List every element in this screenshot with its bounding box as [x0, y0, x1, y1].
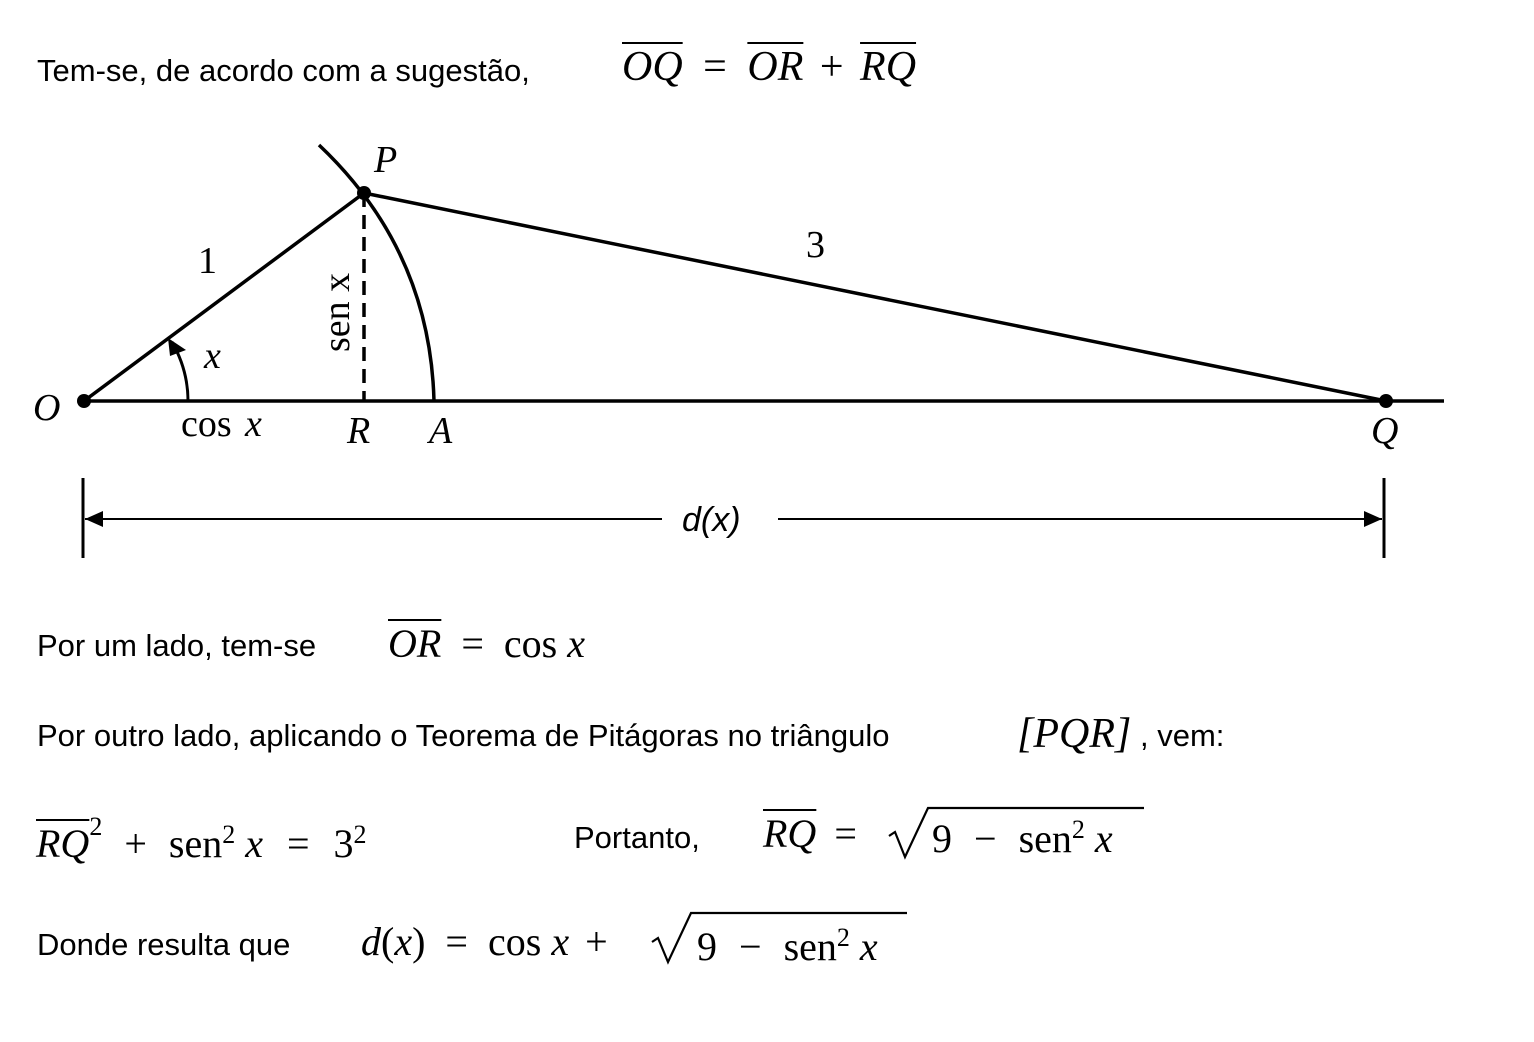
point-q	[1379, 394, 1393, 408]
sqrt-content-2	[697, 925, 878, 967]
var-x-6: x	[394, 919, 413, 964]
plus-sign-4: +	[124, 821, 147, 866]
line3-suffix: , vem:	[1140, 718, 1225, 753]
func-d: d	[361, 919, 381, 964]
segment-oq: $\overline{OQ}$	[622, 44, 683, 90]
nine: 9	[932, 816, 952, 861]
three: 3	[333, 821, 354, 866]
label-q: Q	[1371, 410, 1399, 452]
segment-or: $\overline{OR}$	[747, 44, 804, 90]
label-a: A	[429, 410, 453, 452]
var-x-5: x	[1094, 816, 1113, 861]
label-angle-x: x	[204, 335, 221, 377]
line3-text: Por outro lado, aplicando o Teorema de Pitágoras no triângulo	[37, 718, 890, 753]
label-three: 3	[806, 224, 825, 266]
three-exp: 2	[353, 820, 367, 849]
rq-result	[763, 811, 865, 856]
exp-2: 2	[89, 812, 103, 841]
final-equation	[361, 919, 614, 964]
var-x: x	[567, 621, 585, 666]
line2-text: Por um lado, tem-se	[37, 628, 317, 663]
paren-close: )	[412, 919, 426, 964]
minus-sign: −	[974, 816, 997, 861]
pythagoras-equation	[36, 814, 367, 864]
sen-exp: 2	[222, 820, 236, 849]
minus-sign-2: −	[739, 924, 762, 969]
sqrt-content-1	[932, 817, 1113, 859]
point-p	[357, 186, 371, 200]
sen-func-2: sen	[1018, 816, 1072, 861]
sen-exp-3: 2	[836, 923, 850, 952]
equals-sign-2: =	[461, 621, 484, 666]
intro-text: Tem-se, de acordo com a sugestão,	[37, 53, 530, 88]
sen-func-3: sen	[783, 924, 837, 969]
cos-func: cos	[503, 621, 558, 666]
label-sen-x: sen x	[316, 272, 358, 352]
label-p: P	[374, 139, 398, 181]
equals-sign-5: =	[834, 811, 857, 856]
point-o	[77, 394, 91, 408]
var-x-4: x	[245, 821, 263, 866]
portanto-text: Portanto,	[574, 820, 700, 855]
plus-sign-5: +	[585, 919, 608, 964]
equals-sign: =	[703, 44, 727, 90]
segment-pq	[364, 193, 1386, 401]
label-r: R	[347, 410, 371, 452]
line2-equation	[388, 621, 585, 666]
segment-rq: $\overline{RQ}$	[860, 44, 917, 90]
segment-or-2: $\overline{OR}$	[388, 621, 442, 666]
label-o: O	[33, 387, 61, 429]
plus-sign: +	[819, 44, 844, 90]
equals-sign-4: =	[286, 821, 310, 866]
nine-2: 9	[697, 924, 717, 969]
label-cos-x-var: x	[245, 403, 262, 445]
dim-arrow-right	[1364, 511, 1382, 527]
var-x-7: x	[551, 919, 570, 964]
angle-arrow-head	[168, 338, 186, 356]
label-one: 1	[198, 240, 217, 282]
segment-rq-4: $\overline{RQ}$	[763, 811, 817, 856]
sen-func: sen	[168, 821, 223, 866]
equals-sign-6: =	[445, 919, 468, 964]
sen-exp-2: 2	[1071, 815, 1085, 844]
dim-arrow-left	[85, 511, 103, 527]
cos-func-2: cos	[487, 919, 542, 964]
segment-rq-3: $\overline{RQ}$	[36, 821, 90, 866]
label-dx: d(x)	[682, 501, 741, 539]
paren-open: (	[381, 919, 395, 964]
var-x-8: x	[859, 924, 878, 969]
triangle-pqr: [PQR]	[1017, 711, 1132, 757]
label-cos: cos	[181, 403, 232, 445]
line5-text: Donde resulta que	[37, 927, 291, 962]
